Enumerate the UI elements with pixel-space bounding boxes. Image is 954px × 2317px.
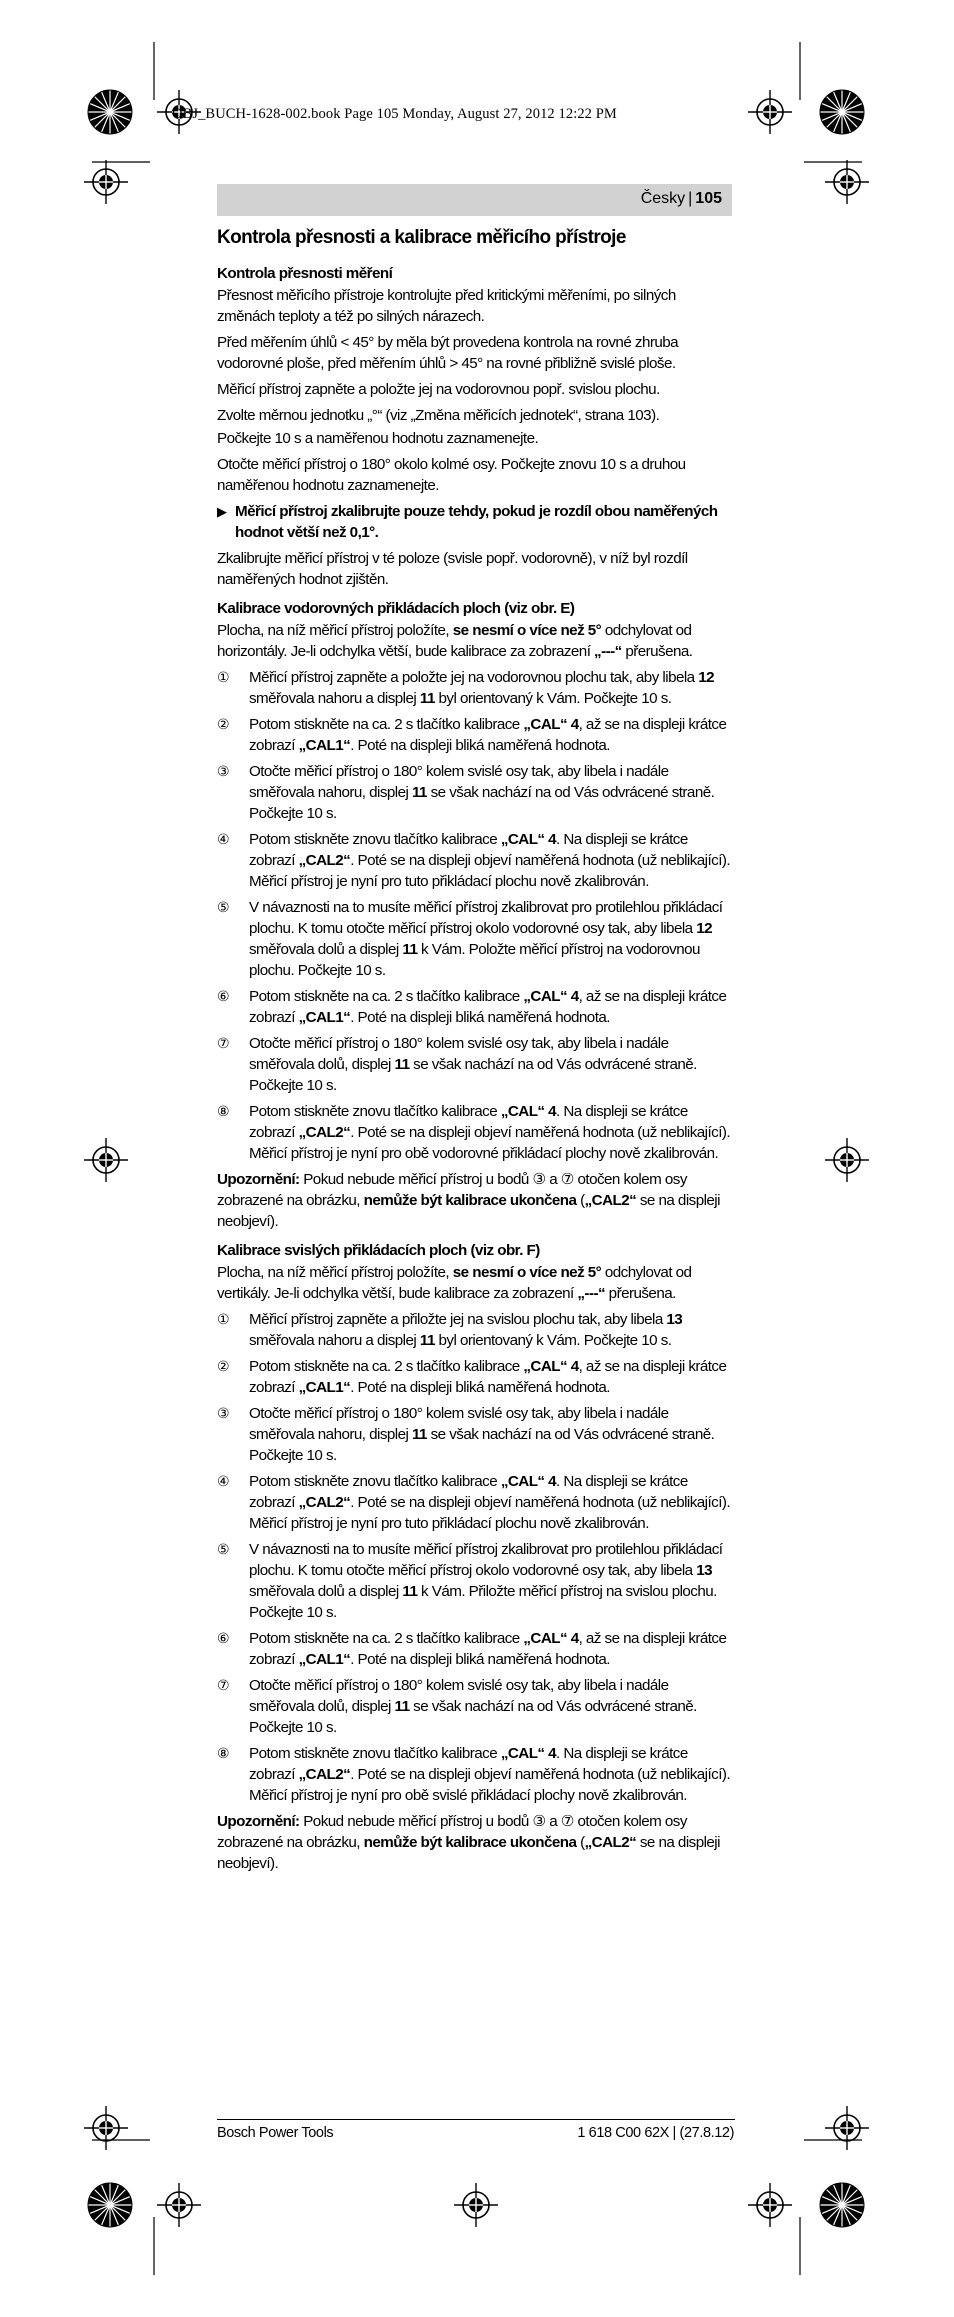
print-color-wheel-icon [820,90,864,134]
accuracy-paragraph: Přesnost měřicího přístroje kontrolujte před kritickými měřeními, po silných změnách teploty a též po silných nárazech. [217,287,676,325]
step-text: Potom stiskněte znovu tlačítko kalibrace „CAL“ 4. Na displeji se krátce zobrazí „CAL2“. Poté se na displeji objeví naměřená hodnota (už neblikající). Měřicí přístroj je nyní pro tuto přikládací plochu nově zkalibrován. [249,831,731,890]
page-title: Kontrola přesnosti a kalibrace měřicího přístroje [217,227,626,248]
print-color-wheel-icon [88,2183,132,2227]
header-label [641,190,722,208]
step-number: ⑧ [217,1103,230,1119]
step-number: ⑤ [217,899,230,915]
step-number: ② [217,716,230,732]
step-item [217,1539,735,1623]
step-text: Potom stiskněte znovu tlačítko kalibrace „CAL“ 4. Na displeji se krátce zobrazí „CAL2“. Poté se na displeji objeví naměřená hodnota (už neblikající). Měřicí přístroj je nyní pro obě svislé přikládací plochy nově zkalibrován. [249,1745,731,1804]
print-color-wheel-icon [88,90,132,134]
step-number: ⑥ [217,988,230,1004]
step-number: ⑧ [217,1745,230,1761]
step-item [217,1628,735,1670]
main-content [217,225,735,1879]
header-language: Česky [640,190,686,207]
vertical-note: Upozornění: Pokud nebude měřicí přístroj u bodů ③ a ⑦ otočen kolem osy zobrazené na obrázku, nemůže být kalibrace ukončena („CAL2“ se na displeji neobjeví). [217,1813,720,1872]
horizontal-note: Upozornění: Pokud nebude měřicí přístroj u bodů ③ a ⑦ otočen kolem osy zobrazené na obrázku, nemůže být kalibrace ukončena („CAL2“ se na displeji neobjeví). [217,1171,720,1230]
print-color-wheel-icon [820,2183,864,2227]
step-number: ⑦ [217,1677,230,1693]
step-number: ④ [217,831,230,847]
page-number: 105 [695,190,722,207]
registration-mark-icon [84,2106,128,2150]
step-text: Potom stiskněte znovu tlačítko kalibrace „CAL“ 4. Na displeji se krátce zobrazí „CAL2“. Poté se na displeji objeví naměřená hodnota (už neblikající). Měřicí přístroj je nyní pro obě vodorovné přikládací plochy nově zkalibrován. [249,1103,731,1162]
step-number: ② [217,1358,230,1374]
step-text: Měřicí přístroj zapněte a položte jej na vodorovnou plochu tak, aby libela 12 směřovala nahoru a displej 11 byl orientovaný k Vám. Počkejte 10 s. [249,669,715,707]
registration-mark-icon [454,2183,498,2227]
step-number: ⑤ [217,1541,230,1557]
step-item [217,1033,735,1096]
registration-mark-icon [84,1138,128,1182]
horizontal-steps [217,667,735,1164]
step-text: Potom stiskněte znovu tlačítko kalibrace „CAL“ 4. Na displeji se krátce zobrazí „CAL2“. Poté se na displeji objeví naměřená hodnota (už neblikající). Měřicí přístroj je nyní pro tuto přikládací plochu nově zkalibrován. [249,1473,731,1532]
step-item [217,761,735,824]
vertical-section [217,1240,735,1874]
vertical-steps [217,1309,735,1806]
horizontal-section [217,598,735,1232]
step-item [217,1675,735,1738]
step-number: ⑥ [217,1630,230,1646]
step-text: V návaznosti na to musíte měřicí přístroj zkalibrovat pro protilehlou přikládací plochu. K tomu otočte měřicí přístroj okolo vodorovné osy tak, aby libela 13 směřovala dolů a displej 11 k Vám. Přiložte měřicí přístroj na svislou plochu. Počkejte 10 s. [249,1541,723,1621]
accuracy-heading: Kontrola přesnosti měření [217,265,393,282]
step-text: V návaznosti na to musíte měřicí přístroj zkalibrovat pro protilehlou přikládací plochu. K tomu otočte měřicí přístroj okolo vodorovné osy tak, aby libela 12 směřovala dolů a displej 11 k Vám. Položte měřicí přístroj na vodorovnou plochu. Počkejte 10 s. [249,899,723,979]
step-item [217,1743,735,1806]
calibration-warning [217,501,735,543]
vertical-intro: Plocha, na níž měřicí přístroj položíte, se nesmí o více než 5° odchylovat od vertikály. Je-li odchylka větší, bude kalibrace za zobrazení „---“ přerušena. [217,1264,692,1302]
step-text: Potom stiskněte na ca. 2 s tlačítko kalibrace „CAL“ 4, až se na displeji krátce zobrazí „CAL1“. Poté na displeji bliká naměřená hodnota. [249,988,727,1026]
footer-brand: Bosch Power Tools [217,2125,334,2141]
accuracy-paragraph: Zvolte měrnou jednotku „°“ (viz „Změna měřicích jednotek“, strana 103). [217,407,660,424]
step-item [217,986,735,1028]
step-text: Měřicí přístroj zapněte a přiložte jej na svislou plochu tak, aby libela 13 směřovala nahoru a displej 11 byl orientovaný k Vám. Počkejte 10 s. [249,1311,683,1349]
registration-mark-icon [157,2183,201,2227]
horizontal-heading: Kalibrace vodorovných přikládacích ploch (viz obr. E) [217,600,575,617]
registration-mark-icon [748,2183,792,2227]
warning-text: Měřicí přístroj zkalibrujte pouze tehdy, pokud je rozdíl obou naměřených hodnot větší než 0,1°. [235,503,718,541]
triangle-bullet-icon: ▶ [217,504,227,519]
step-text: Otočte měřicí přístroj o 180° kolem svislé osy tak, aby libela i nadále směřovala nahoru, displej 11 se však nachází na od Vás odvrácené straně. Počkejte 10 s. [249,763,715,822]
registration-mark-icon [825,160,869,204]
step-item [217,1356,735,1398]
step-item [217,1403,735,1466]
registration-mark-icon [748,90,792,134]
accuracy-after: Zkalibrujte měřicí přístroj v té poloze (svisle popř. vodorovně), v níž byl rozdíl naměřených hodnot zjištěn. [217,550,688,588]
step-text: Otočte měřicí přístroj o 180° kolem svislé osy tak, aby libela i nadále směřovala dolů, displej 11 se však nachází na od Vás odvrácené straně. Počkejte 10 s. [249,1677,697,1736]
accuracy-paragraph: Před měřením úhlů < 45° by měla být provedena kontrola na rovné zhruba vodorovné ploše, před měřením úhlů > 45° na rovné přibližně svislé ploše. [217,334,679,372]
horizontal-intro: Plocha, na níž měřicí přístroj položíte, se nesmí o více než 5° odchylovat od horizontály. Je-li odchylka větší, bude kalibrace za zobrazení „---“ přerušena. [217,622,693,660]
registration-mark-icon [825,1138,869,1182]
step-item [217,714,735,756]
step-number: ④ [217,1473,230,1489]
step-item [217,1101,735,1164]
step-number: ① [217,669,230,685]
vertical-heading: Kalibrace svislých přikládacích ploch (viz obr. F) [217,1242,540,1259]
page-header [217,184,732,216]
step-number: ⑦ [217,1035,230,1051]
accuracy-section [217,263,735,590]
footer-doc-number: 1 618 C00 62X | (27.8.12) [577,2125,734,2141]
step-item [217,1309,735,1351]
step-number: ① [217,1311,230,1327]
step-item [217,829,735,892]
step-text: Otočte měřicí přístroj o 180° kolem svislé osy tak, aby libela i nadále směřovala dolů, displej 11 se však nachází na od Vás odvrácené straně. Počkejte 10 s. [249,1035,697,1094]
step-text: Potom stiskněte na ca. 2 s tlačítko kalibrace „CAL“ 4, až se na displeji krátce zobrazí „CAL1“. Poté na displeji bliká naměřená hodnota. [249,1358,727,1396]
footer-rule [217,2119,735,2120]
step-item [217,667,735,709]
step-number: ③ [217,1405,230,1421]
registration-mark-icon [84,160,128,204]
accuracy-paragraph: Otočte měřicí přístroj o 180° okolo kolmé osy. Počkejte znovu 10 s a druhou naměřenou hodnotu zaznamenejte. [217,456,686,494]
step-text: Potom stiskněte na ca. 2 s tlačítko kalibrace „CAL“ 4, až se na displeji krátce zobrazí „CAL1“. Poté na displeji bliká naměřená hodnota. [249,1630,727,1668]
accuracy-paragraph: Měřicí přístroj zapněte a položte jej na vodorovnou popř. svislou plochu. [217,381,660,398]
accuracy-paragraph: Počkejte 10 s a naměřenou hodnotu zaznamenejte. [217,430,539,447]
step-text: Potom stiskněte na ca. 2 s tlačítko kalibrace „CAL“ 4, až se na displeji krátce zobrazí „CAL1“. Poté na displeji bliká naměřená hodnota. [249,716,727,754]
step-item [217,897,735,981]
registration-mark-icon [825,2106,869,2150]
step-text: Otočte měřicí přístroj o 180° kolem svislé osy tak, aby libela i nadále směřovala nahoru, displej 11 se však nachází na od Vás odvrácené straně. Počkejte 10 s. [249,1405,715,1464]
header-separator: | [688,190,693,207]
step-number: ③ [217,763,230,779]
step-item [217,1471,735,1534]
file-info: OBJ_BUCH-1628-002.book Page 105 Monday, August 27, 2012 12:22 PM [172,106,617,122]
